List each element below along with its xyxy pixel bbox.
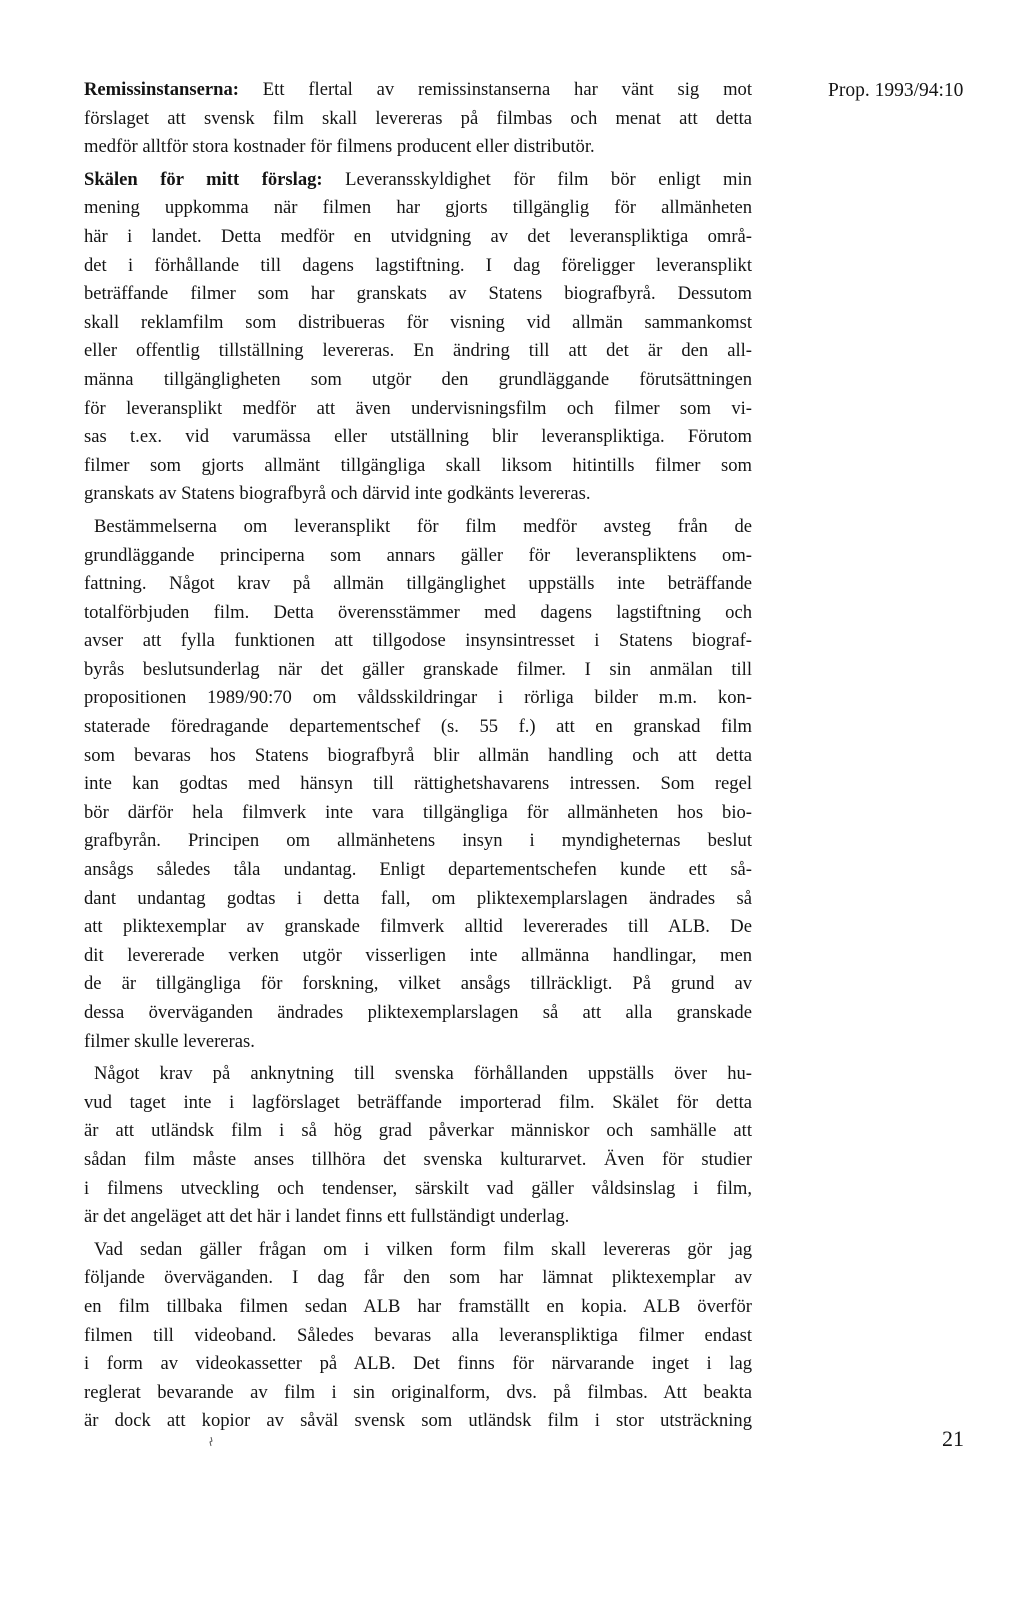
- line-text: det i förhållande till dagens lagstiftning. I dag föreligger leveransplikt: [84, 254, 752, 276]
- text-line: [84, 1322, 752, 1351]
- text-line: [84, 452, 752, 481]
- line-text: de är tillgängliga för forskning, vilket ansågs tillräckligt. På grund av: [84, 973, 752, 995]
- line-text: beträffande filmer som har granskats av Statens biografbyrå. Dessutom: [84, 283, 752, 305]
- text-line: [84, 280, 752, 309]
- proposition-reference: Prop. 1993/94:10: [828, 80, 964, 101]
- line-text: propositionen 1989/90:70 om våldsskildringar i rörliga bilder m.m. kon-: [84, 687, 752, 709]
- body-text: [84, 76, 752, 1436]
- text-line: [84, 194, 752, 223]
- line-text: Något krav på anknytning till svenska förhållanden uppställs över hu-: [94, 1063, 752, 1085]
- line-text: i filmens utveckling och tendenser, särskilt vad gäller våldsinslag i film,: [84, 1177, 752, 1199]
- text-line: [84, 337, 752, 366]
- text-line: [84, 627, 752, 656]
- line-text: är dock att kopior av såväl svensk som utländsk film i stor utsträckning: [84, 1410, 752, 1432]
- paragraph-lead-heading: Remissinstanserna:: [84, 79, 239, 100]
- text-line: [84, 1293, 752, 1322]
- line-text: avser att fylla funktionen att tillgodose insynsintresset i Statens biograf-: [84, 630, 752, 652]
- line-text: staterade föredragande departementschef (s. 55 f.) att en granskad film: [84, 716, 752, 738]
- line-text: Leveransskyldighet för film bör enligt min: [322, 168, 752, 190]
- line-text: eller offentlig tillställning levereras. En ändring till att det är den all-: [84, 340, 752, 362]
- line-text: är det angeläget att det här i landet finns ett fullständigt underlag.: [84, 1206, 570, 1228]
- text-line: [84, 366, 752, 395]
- text-line: [84, 1028, 752, 1057]
- line-text: totalförbjuden film. Detta överensstämmer med dagens lagstiftning och: [84, 601, 752, 623]
- line-text: ansågs således tåla undantag. Enligt departementschefen kunde ett så-: [84, 859, 752, 881]
- text-line: [84, 570, 752, 599]
- text-line: [84, 1379, 752, 1408]
- text-line: [84, 770, 752, 799]
- text-line: [84, 913, 752, 942]
- line-text: dant undantag godtas i detta fall, om pliktexemplarslagen ändrades så: [84, 887, 752, 909]
- line-text: följande överväganden. I dag får den som har lämnat pliktexemplar av: [84, 1267, 752, 1289]
- line-text: dessa överväganden ändrades pliktexemplarslagen så att alla granskade: [84, 1002, 752, 1023]
- text-line: [84, 1407, 752, 1436]
- text-line: [84, 480, 752, 509]
- text-line: [84, 542, 752, 571]
- line-text: Bestämmelserna om leveransplikt för film medför avsteg från de: [94, 515, 752, 537]
- line-text: att pliktexemplar av granskade filmverk alltid levererades till ALB. De: [84, 916, 752, 938]
- text-line: [84, 223, 752, 252]
- text-line: [84, 656, 752, 685]
- line-text: Vad sedan gäller frågan om i vilken form film skall levereras gör jag: [94, 1238, 752, 1260]
- line-text: medför alltför stora kostnader för filmens producent eller distributör.: [84, 136, 595, 158]
- text-line: [84, 827, 752, 856]
- line-text: här i landet. Detta medför en utvidgning av det leveranspliktiga områ-: [84, 225, 752, 247]
- line-text: är att utländsk film i så hög grad påverkar människor och samhälle att: [84, 1120, 752, 1142]
- text-line: [84, 1350, 752, 1379]
- line-text: byrås beslutsunderlag när det gäller granskade filmer. I sin anmälan till: [84, 658, 752, 680]
- line-text: skall reklamfilm som distribueras för visning vid allmän sammankomst: [84, 311, 752, 333]
- line-text: för leveransplikt medför att även undervisningsfilm och filmer som vi-: [84, 397, 752, 419]
- line-text: granskats av Statens biografbyrå och därvid inte godkänts levereras.: [84, 483, 591, 505]
- line-text: filmen till videoband. Således bevaras alla leveranspliktiga filmer endast: [84, 1324, 752, 1346]
- text-line: [84, 856, 752, 885]
- text-line: [84, 1089, 752, 1118]
- paragraph-lead-heading: Skälen för mitt förslag:: [84, 168, 323, 190]
- text-line: [84, 713, 752, 742]
- text-line: [84, 1236, 752, 1265]
- line-text: sas t.ex. vid varumässa eller utställning blir leveranspliktiga. Förutom: [84, 426, 752, 448]
- line-text: bör därför hela filmverk inte vara tillgängliga för allmänheten hos bio-: [84, 801, 752, 823]
- line-text: förslaget att svensk film skall levereras på filmbas och menat att detta: [84, 107, 752, 129]
- text-line: [84, 105, 752, 134]
- line-text: filmer skulle levereras.: [84, 1030, 255, 1052]
- text-line: [84, 999, 752, 1028]
- line-text: Ett flertal av remissinstanserna har vänt sig mot: [238, 79, 752, 100]
- text-line: [84, 742, 752, 771]
- text-line: [84, 423, 752, 452]
- text-line: [84, 133, 752, 162]
- text-line: [84, 942, 752, 971]
- page-number: 21: [942, 1426, 964, 1451]
- text-line: [84, 252, 752, 281]
- line-text: mening uppkomma när filmen har gjorts tillgänglig för allmänheten: [84, 197, 752, 219]
- text-line: [84, 885, 752, 914]
- text-line: [84, 1264, 752, 1293]
- text-line: [84, 1117, 752, 1146]
- line-text: fattning. Något krav på allmän tillgänglighet uppställs inte beträffande: [84, 573, 752, 595]
- text-line: [84, 395, 752, 424]
- line-text: som bevaras hos Statens biografbyrå blir allmän handling och att detta: [84, 744, 752, 766]
- text-line: [84, 970, 752, 999]
- text-line: [84, 799, 752, 828]
- text-line: [84, 1175, 752, 1204]
- line-text: i form av videokassetter på ALB. Det finns för närvarande inget i lag: [84, 1353, 752, 1375]
- text-line: [84, 1203, 752, 1232]
- print-speck: [208, 1437, 214, 1447]
- text-line: [84, 684, 752, 713]
- text-line: [84, 166, 752, 195]
- text-line: [84, 1060, 752, 1089]
- line-text: reglerat bevarande av film i sin originalform, dvs. på filmbas. Att beakta: [84, 1381, 752, 1403]
- line-text: sådan film måste anses tillhöra det svenska kulturarvet. Även för studier: [84, 1148, 752, 1170]
- line-text: dit levererade verken utgör visserligen inte allmänna handlingar, men: [84, 944, 752, 966]
- text-line: [84, 599, 752, 628]
- text-line: [84, 309, 752, 338]
- line-text: grundläggande principerna som annars gäller för leveranspliktens om-: [84, 544, 752, 566]
- line-text: vud taget inte i lagförslaget beträffande importerad film. Skälet för detta: [84, 1091, 752, 1113]
- line-text: grafbyrån. Principen om allmänhetens insyn i myndigheternas beslut: [84, 830, 752, 852]
- line-text: männa tillgängligheten som utgör den grundläggande förutsättningen: [84, 368, 752, 390]
- line-text: filmer som gjorts allmänt tillgängliga skall liksom hitintills filmer som: [84, 454, 752, 476]
- line-text: en film tillbaka filmen sedan ALB har framställt en kopia. ALB överför: [84, 1295, 752, 1317]
- text-line: [84, 513, 752, 542]
- text-line: [84, 76, 752, 105]
- text-line: [84, 1146, 752, 1175]
- line-text: inte kan godtas med hänsyn till rättighetshavarens intressen. Som regel: [84, 773, 752, 795]
